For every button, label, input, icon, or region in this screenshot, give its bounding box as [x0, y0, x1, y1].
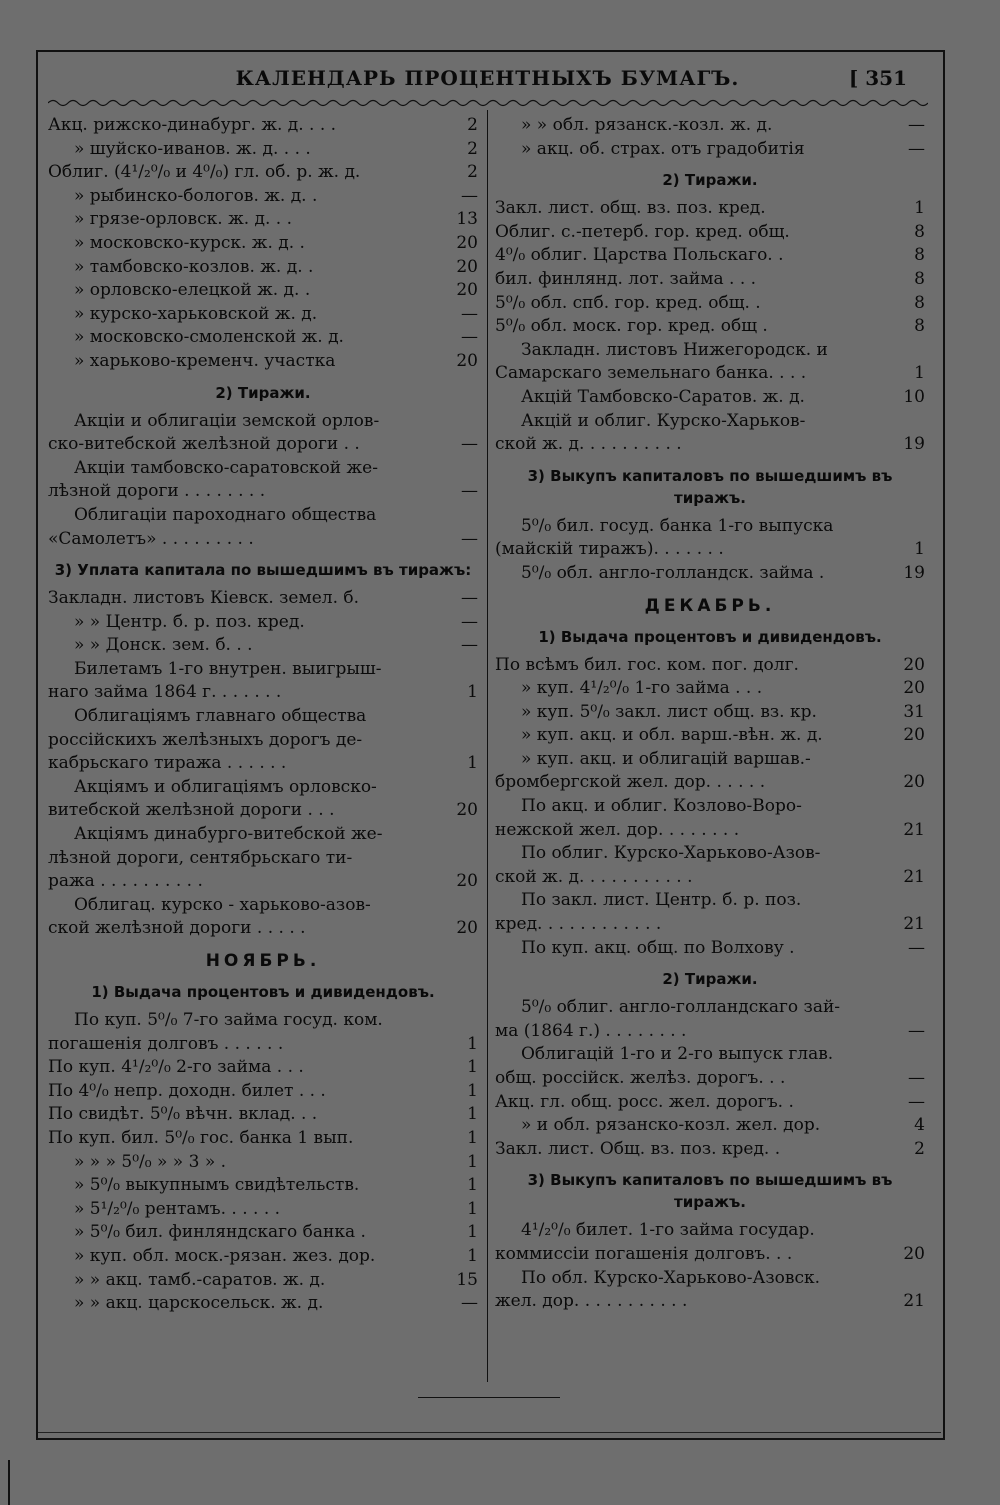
entry-date: 1 — [467, 1033, 478, 1054]
list-item — [495, 244, 925, 268]
paragraph-entry — [495, 842, 925, 889]
entry-date: 8 — [914, 316, 925, 337]
entry-date: 20 — [456, 280, 478, 301]
entry-date: — — [908, 1068, 925, 1088]
list-item — [48, 1269, 478, 1293]
paragraph-entry — [48, 823, 478, 894]
entry-text-line: Облигацій 1-го и 2-го выпуск глав. — [521, 1044, 834, 1065]
entry-text: » грязе-орловск. ж. д. . . — [74, 209, 293, 230]
entry-text: ско-витебской желѣзной дороги . . — [48, 434, 360, 455]
entry-date: 2 — [467, 162, 478, 183]
entry-last-line — [495, 1067, 925, 1091]
entry-date: — — [461, 327, 478, 348]
month-heading-december: ДЕКАБРЬ. — [644, 595, 776, 616]
paragraph-entry — [48, 457, 478, 504]
entry-date: 8 — [914, 221, 925, 242]
entry-text: » » акц. царскосельск. ж. д. — [74, 1293, 324, 1314]
entry-text-line: Акціи и облигаціи земской орлов- — [74, 410, 380, 431]
entry-text: » акц. об. страх. отъ градобитія — [521, 138, 805, 159]
entry-last-line — [495, 386, 925, 410]
entry-text: 4⁰/₀ облиг. Царства Польскаго. . — [495, 245, 784, 266]
entry-last-line — [48, 1033, 478, 1057]
entry-date: 20 — [456, 871, 478, 892]
entry-date: — — [461, 611, 478, 632]
entry-date: 20 — [903, 654, 925, 675]
entry-date: — — [461, 434, 478, 455]
left-column — [48, 114, 478, 1316]
entry-date: 13 — [456, 209, 478, 230]
paragraph-entry — [48, 705, 478, 776]
entry-last-line — [495, 1290, 925, 1314]
list-item — [495, 114, 925, 138]
right-d2-paras — [495, 996, 925, 1090]
entry-last-line — [48, 433, 478, 457]
paragraph-entry — [495, 410, 925, 457]
entry-text: » и обл. рязанско-козл. жел. дор. — [521, 1115, 821, 1136]
entry-date: 15 — [456, 1269, 478, 1290]
entry-text: погашенія долговъ . . . . . . — [48, 1033, 284, 1054]
list-item — [48, 1292, 478, 1316]
entry-date: 10 — [903, 386, 925, 407]
entry-text-line: По облиг. Курско-Харьково-Азов- — [521, 843, 821, 864]
entry-text-line: Акціямъ динабурго-витебской же- — [74, 824, 383, 845]
entry-text: По куп. бил. 5⁰/₀ гос. банка 1 вып. — [48, 1127, 354, 1148]
paragraph-entry — [495, 562, 925, 586]
entry-date: 21 — [903, 1291, 925, 1312]
entry-text: 5⁰/₀ обл. спб. гор. кред. общ. . — [495, 292, 761, 313]
entry-text-line: Облигац. курско - харьково-азов- — [74, 894, 371, 915]
entry-date: 21 — [903, 914, 925, 935]
left-n1-list — [48, 1056, 478, 1316]
entry-text: » 5⁰/₀ выкупнымъ свидѣтельств. — [74, 1175, 360, 1196]
entry-text: ской ж. д. . . . . . . . . . — [495, 434, 682, 455]
list-item — [48, 1174, 478, 1198]
entry-date: 20 — [456, 256, 478, 277]
entry-last-line — [495, 1243, 925, 1267]
paragraph-entry — [495, 1219, 925, 1266]
entry-date: 20 — [903, 772, 925, 793]
right-s3-paras — [495, 515, 925, 586]
entry-text: » куп. обл. моск.-рязан. жез. дор. — [74, 1245, 376, 1266]
entry-text: » рыбинско-бологов. ж. д. . — [74, 185, 318, 206]
entry-text-line: Акціи тамбовско-саратовской же- — [74, 457, 378, 478]
entry-text: Облиг. (4¹/₂⁰/₀ и 4⁰/₀) гл. об. р. ж. д. — [48, 162, 361, 183]
entry-last-line — [495, 1020, 925, 1044]
entry-last-line — [48, 917, 478, 941]
entry-last-line — [495, 913, 925, 937]
entry-date: 1 — [467, 1245, 478, 1266]
entry-text: » » Центр. б. р. поз. кред. — [74, 611, 305, 632]
frame-bottom-rule — [38, 1432, 941, 1433]
entry-text: 5⁰/₀ обл. англо-голландск. займа . — [521, 562, 825, 583]
entry-text: Закл. лист. Общ. вз. поз. кред. . — [495, 1138, 781, 1159]
list-item — [495, 1138, 925, 1162]
entry-date: 20 — [456, 350, 478, 371]
entry-text: Акц. рижско-динабург. ж. д. . . . — [48, 115, 337, 135]
list-item — [48, 161, 478, 185]
entry-text-line: Облигаціямъ главнаго общества — [74, 706, 367, 727]
entry-text: » московско-смоленской ж. д. — [74, 327, 344, 348]
list-item — [48, 138, 478, 162]
right-d2-list — [495, 1091, 925, 1162]
list-item — [48, 1198, 478, 1222]
entry-text-line: Акцій и облиг. Курско-Харьков- — [521, 410, 806, 431]
list-item — [48, 303, 478, 327]
entry-text: кабрьскаго тиража . . . . . . — [48, 753, 287, 774]
list-item — [48, 1245, 478, 1269]
right-column — [495, 114, 925, 1314]
entry-date: — — [908, 1091, 925, 1112]
entry-date: 1 — [467, 1057, 478, 1078]
paragraph-entry — [48, 504, 478, 551]
entry-last-line — [495, 937, 925, 961]
entry-date: 1 — [467, 1198, 478, 1219]
list-item — [48, 256, 478, 280]
entry-last-line — [495, 362, 925, 386]
entry-last-line — [495, 771, 925, 795]
entry-text: » » » 5⁰/₀ » » 3 » . — [74, 1151, 227, 1172]
entry-date: — — [461, 528, 478, 549]
entry-text-line: По акц. и облиг. Козлово-Воро- — [521, 796, 802, 817]
entry-text: » тамбовско-козлов. ж. д. . — [74, 256, 314, 277]
entry-text: » московско-курск. ж. д. . — [74, 232, 305, 253]
right-d1-paras — [495, 748, 925, 960]
entry-text: кред. . . . . . . . . . . . — [495, 914, 662, 935]
entry-last-line — [48, 528, 478, 552]
entry-text: Акц. гл. общ. росс. жел. дорогъ. . — [495, 1091, 794, 1112]
entry-date: 21 — [903, 819, 925, 840]
entry-text-line: 5⁰/₀ бил. госуд. банка 1-го выпуска — [521, 515, 834, 536]
left-s3-list — [48, 587, 478, 658]
list-item — [495, 221, 925, 245]
entry-date: — — [461, 481, 478, 502]
list-item — [495, 292, 925, 316]
entry-last-line — [495, 819, 925, 843]
list-item — [48, 208, 478, 232]
list-item — [495, 724, 925, 748]
paragraph-entry — [495, 937, 925, 961]
entry-date: 8 — [914, 268, 925, 289]
entry-date: 1 — [914, 363, 925, 384]
paragraph-entry — [48, 658, 478, 705]
list-item — [48, 1151, 478, 1175]
entry-text: По 4⁰/₀ непр. доходн. билет . . . — [48, 1080, 326, 1101]
entry-date: — — [461, 1293, 478, 1314]
paragraph-entry — [495, 889, 925, 936]
list-item — [495, 197, 925, 221]
entry-text: » куп. 5⁰/₀ закл. лист общ. вз. кр. — [521, 701, 817, 722]
section-heading: 3) Выкупъ капиталовъ по вышедшимъ въ тиражъ. — [527, 1171, 893, 1212]
entry-text: жел. дор. . . . . . . . . . . — [495, 1291, 688, 1312]
list-item — [495, 138, 925, 162]
paragraph-entry — [495, 339, 925, 386]
paragraph-entry — [495, 996, 925, 1043]
list-item — [48, 1127, 478, 1151]
entry-text: » куп. 4¹/₂⁰/₀ 1-го займа . . . — [521, 678, 763, 699]
entry-text: общ. россійск. желѣз. дорогъ. . . — [495, 1068, 786, 1088]
entry-text: » 5¹/₂⁰/₀ рентамъ. . . . . . — [74, 1198, 281, 1219]
left-s2-paras — [48, 410, 478, 552]
entry-text: бил. финлянд. лот. займа . . . — [495, 268, 757, 289]
entry-text: Закладн. листовъ Кіевск. земел. б. — [48, 588, 360, 609]
entry-date: 1 — [467, 1151, 478, 1172]
entry-text: » курско-харьковской ж. д. — [74, 303, 318, 324]
entry-date: 1 — [467, 1175, 478, 1196]
list-item — [48, 1056, 478, 1080]
entry-text: Облиг. с.-петерб. гор. кред. общ. — [495, 221, 790, 242]
list-item — [48, 326, 478, 350]
entry-last-line — [48, 752, 478, 776]
entry-date: — — [461, 588, 478, 609]
entry-text: лѣзной дороги . . . . . . . . — [48, 481, 266, 502]
paragraph-entry — [495, 748, 925, 795]
entry-text: наго займа 1864 г. . . . . . . — [48, 682, 282, 703]
entry-text: » куп. акц. и обл. варш.-вѣн. ж. д. — [521, 725, 823, 746]
entry-date: 19 — [903, 434, 925, 455]
entry-date: 8 — [914, 292, 925, 313]
entry-text-line: 5⁰/₀ облиг. англо-голландскаго зай- — [521, 997, 841, 1018]
entry-date: — — [908, 1020, 925, 1041]
entry-date: 4 — [914, 1115, 925, 1136]
entry-text-line: 4¹/₂⁰/₀ билет. 1-го займа государ. — [521, 1220, 815, 1241]
left-top-list — [48, 114, 478, 374]
section-heading: 2) Тиражи. — [662, 171, 758, 190]
entry-text-line: По обл. Курско-Харьково-Азовск. — [521, 1267, 820, 1288]
entry-text: коммиссіи погашенія долговъ. . . — [495, 1243, 793, 1264]
entry-text-line: По куп. 5⁰/₀ 7-го займа госуд. ком. — [74, 1010, 383, 1030]
list-item — [48, 350, 478, 374]
list-item — [48, 1221, 478, 1245]
entry-text: По свидѣт. 5⁰/₀ вѣчн. вклад. . . — [48, 1104, 318, 1125]
entry-date: — — [461, 635, 478, 656]
entry-date: 2 — [467, 138, 478, 159]
entry-date: — — [461, 185, 478, 206]
entry-text: ма (1864 г.) . . . . . . . . — [495, 1020, 687, 1041]
page-header — [40, 66, 935, 96]
entry-last-line — [48, 870, 478, 894]
entry-last-line — [495, 538, 925, 562]
entry-date: 2 — [914, 1138, 925, 1159]
paragraph-entry — [48, 776, 478, 823]
entry-text: » » Донск. зем. б. . . — [74, 635, 253, 656]
entry-text-line: Билетамъ 1-го внутрен. выигрыш- — [74, 658, 382, 679]
entry-date: — — [461, 303, 478, 324]
entry-text: » орловско-елецкой ж. д. . — [74, 280, 311, 301]
entry-text-line: лѣзной дороги, сентябрьскаго ти- — [48, 847, 353, 868]
left-s3-paras — [48, 658, 478, 941]
entry-date: 20 — [903, 678, 925, 699]
paragraph-entry — [495, 386, 925, 410]
scan-edge-mark — [8, 1460, 10, 1505]
entry-date: 1 — [467, 753, 478, 774]
paragraph-entry — [495, 1043, 925, 1090]
entry-text: Самарскаго земельнаго банка. . . . — [495, 363, 807, 384]
section-heading: 1) Выдача процентовъ и дивидендовъ. — [538, 627, 882, 646]
list-item — [48, 279, 478, 303]
entry-last-line — [495, 433, 925, 457]
entry-last-line — [48, 681, 478, 705]
entry-text: » шуйско-иванов. ж. д. . . . — [74, 138, 311, 159]
entry-last-line — [495, 562, 925, 586]
entry-last-line — [495, 866, 925, 890]
entry-text: » харьково-кременч. участка — [74, 350, 336, 371]
list-item — [48, 587, 478, 611]
entry-text: ской ж. д. . . . . . . . . . . — [495, 866, 693, 887]
entry-text-line: Закладн. листовъ Нижегородск. и — [521, 339, 828, 360]
page-number: [ 351 — [848, 66, 907, 90]
left-n1-paras — [48, 1009, 478, 1056]
entry-text: » » обл. рязанск.-козл. ж. д. — [521, 115, 773, 135]
entry-date: 19 — [903, 562, 925, 583]
list-item — [495, 1091, 925, 1115]
paragraph-entry — [48, 1009, 478, 1056]
entry-date: 20 — [456, 800, 478, 821]
section-heading: 2) Тиражи. — [215, 383, 311, 402]
entry-text: » » акц. тамб.-саратов. ж. д. — [74, 1269, 326, 1290]
entry-text: По куп. 4¹/₂⁰/₀ 2-го займа . . . — [48, 1057, 304, 1078]
entry-date: 20 — [456, 232, 478, 253]
right-d3-paras — [495, 1219, 925, 1313]
entry-date: 21 — [903, 866, 925, 887]
section-heading: 3) Выкупъ капиталовъ по вышедшимъ въ тиражъ. — [527, 466, 893, 507]
section-heading: 1) Выдача процентовъ и дивидендовъ. — [91, 983, 435, 1001]
right-d1-list — [495, 654, 925, 748]
entry-date: — — [908, 115, 925, 135]
ornamental-rule — [48, 98, 928, 108]
entry-date: 20 — [456, 918, 478, 939]
entry-text: витебской желѣзной дороги . . . — [48, 800, 335, 821]
page-title: КАЛЕНДАРЬ ПРОЦЕНТНЫХЪ БУМАГЪ. — [235, 66, 740, 90]
entry-text: Закл. лист. общ. вз. поз. кред. — [495, 198, 766, 219]
right-top-list — [495, 114, 925, 161]
entry-text: 5⁰/₀ обл. моск. гор. кред. общ . — [495, 316, 768, 337]
entry-date: 1 — [467, 1080, 478, 1101]
section-heading: 3) Уплата капитала по вышедшимъ въ тиражъ: — [54, 561, 472, 580]
list-item — [48, 634, 478, 658]
paragraph-entry — [495, 515, 925, 562]
month-heading-november: НОЯБРЬ. — [205, 951, 321, 971]
entry-text: » 5⁰/₀ бил. финляндскаго банка . — [74, 1222, 366, 1243]
entry-date: 1 — [467, 1222, 478, 1243]
list-item — [495, 268, 925, 292]
entry-text: (майскій тиражъ). . . . . . . — [495, 539, 724, 560]
entry-text-line: » куп. акц. и облигацій варшав.- — [521, 748, 811, 769]
list-item — [495, 315, 925, 339]
list-item — [48, 232, 478, 256]
entry-text-line: россійскихъ желѣзныхъ дорогъ де- — [48, 729, 363, 750]
entry-text: Акцій Тамбовско-Саратов. ж. д. — [521, 386, 805, 407]
entry-text-line: По закл. лист. Центр. б. р. поз. — [521, 890, 802, 911]
entry-text: По куп. акц. общ. по Волхову . — [521, 937, 795, 958]
list-item — [48, 1103, 478, 1127]
entry-date: — — [908, 937, 925, 958]
entry-text-line: Облигаціи пароходнаго общества — [74, 504, 377, 525]
paragraph-entry — [48, 410, 478, 457]
section-heading: 2) Тиражи. — [662, 970, 758, 989]
list-item — [48, 185, 478, 209]
paragraph-entry — [495, 1267, 925, 1314]
list-item — [495, 677, 925, 701]
paragraph-entry — [48, 894, 478, 941]
entry-date: 8 — [914, 245, 925, 266]
entry-text: бромбергской жел. дор. . . . . . — [495, 772, 766, 793]
entry-text: нежской жел. дор. . . . . . . . — [495, 819, 740, 840]
entry-date: 1 — [467, 1127, 478, 1148]
paragraph-entry — [495, 795, 925, 842]
entry-date: — — [908, 138, 925, 159]
entry-date: 1 — [467, 1104, 478, 1125]
entry-text-line: Акціямъ и облигаціямъ орловско- — [74, 776, 377, 797]
entry-date: 1 — [914, 539, 925, 560]
entry-text: «Самолетъ» . . . . . . . . . — [48, 528, 254, 549]
list-item — [48, 1080, 478, 1104]
entry-date: 2 — [467, 115, 478, 135]
entry-date: 1 — [914, 198, 925, 219]
right-s2-paras — [495, 339, 925, 457]
list-item — [48, 611, 478, 635]
entry-date: 31 — [903, 701, 925, 722]
list-item — [495, 1114, 925, 1138]
entry-date: 20 — [903, 1243, 925, 1264]
column-divider — [487, 110, 488, 1382]
list-item — [495, 701, 925, 725]
entry-last-line — [48, 799, 478, 823]
right-s2-list — [495, 197, 925, 339]
footer-rule — [418, 1397, 560, 1398]
entry-date: 20 — [903, 725, 925, 746]
entry-date: 1 — [467, 682, 478, 703]
entry-last-line — [48, 480, 478, 504]
list-item — [48, 114, 478, 138]
entry-text: По всѣмъ бил. гос. ком. пог. долг. — [495, 654, 799, 675]
list-item — [495, 654, 925, 678]
entry-text: ской желѣзной дороги . . . . . — [48, 918, 306, 939]
entry-text: ража . . . . . . . . . . — [48, 871, 203, 892]
